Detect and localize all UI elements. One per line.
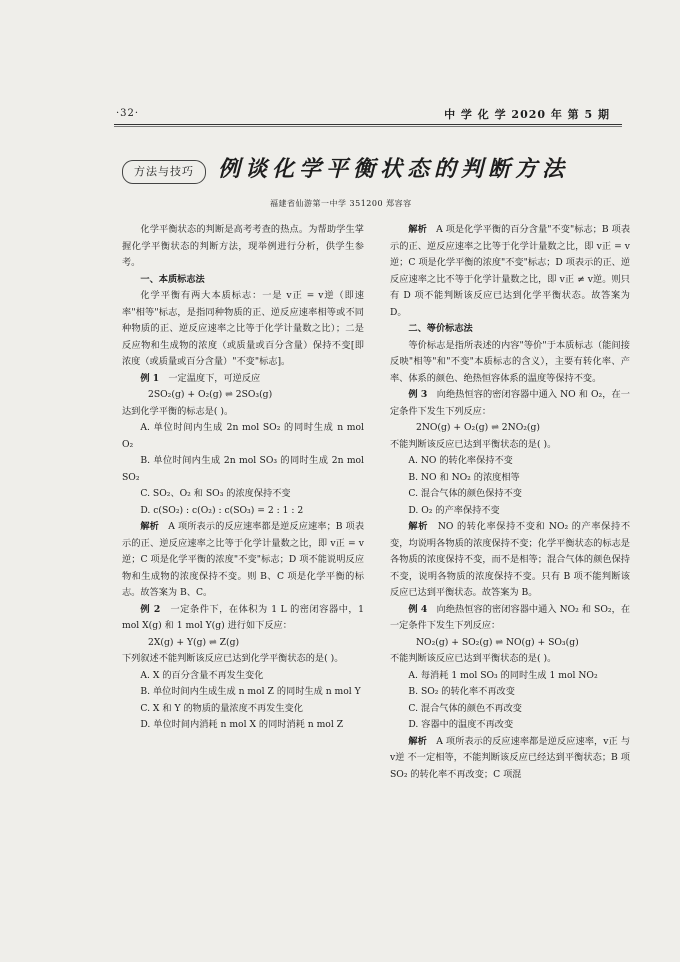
option-c: C. 混合气体的颜色不再改变 bbox=[408, 702, 522, 714]
option-d: D. 容器中的温度不再改变 bbox=[408, 719, 514, 730]
analysis-2 bbox=[390, 222, 630, 321]
option-b: B. 单位时间内生成生成 n mol Z 的同时生成 n mol Y bbox=[140, 686, 361, 697]
analysis-text: A 项所表示的反应速率都是逆反应速率，v正 与 v逆 不一定相等，不能判断该反应已经达到平衡状态；B 项 SO₂ 的转化率不再改变；C 项混 bbox=[390, 735, 631, 780]
header-rule-thin bbox=[114, 126, 622, 127]
question: 不能判断该反应已达到平衡状态的是( )。 bbox=[390, 653, 557, 664]
journal-header: 中 学 化 学 2020 年 第 5 期 bbox=[444, 108, 610, 121]
analysis-label: 解析 bbox=[408, 735, 427, 747]
column-tag: 方法与技巧 bbox=[122, 160, 206, 184]
option-b: B. 单位时间内生成 2n mol SO₃ 的同时生成 2n mol SO₂ bbox=[122, 455, 364, 483]
example-label: 例 3 bbox=[408, 389, 428, 400]
option-a: A. X 的百分含量不再发生变化 bbox=[140, 669, 264, 681]
option-c: C. 混合气体的颜色保持不变 bbox=[408, 488, 522, 499]
analysis-3 bbox=[390, 519, 630, 602]
analysis-label: 解析 bbox=[408, 224, 427, 235]
example-4 bbox=[390, 602, 630, 635]
analysis-text: A 项是化学平衡的百分含量"不变"标志；B 项表示的正、逆反应速率之比等于化学计量数之比，即 v正 = v逆；C 项是化学平衡的浓度"不变"标志；D 项表示的正、逆反应速率之比不等于化学计量数之比，即 v正 ≠ v逆。则只有 D 项不能判断该反应已达到化学平衡状态。故答案为 D。 bbox=[390, 224, 631, 318]
option-d: D. c(SO₂) : c(O₂) : c(SO₃) = 2 : 1 : 2 bbox=[140, 504, 304, 516]
option-d: D. 单位时间内消耗 n mol X 的同时消耗 n mol Z bbox=[140, 719, 344, 730]
option-c: C. X 和 Y 的物质的量浓度不再发生变化 bbox=[140, 702, 303, 714]
example-text: 向绝热恒容的密闭容器中通入 NO 和 O₂，在一定条件下发生下列反应： bbox=[390, 389, 630, 417]
analysis-text: NO 的转化率保持不变和 NO₂ 的产率保持不变，均说明各物质的浓度保持不变；化学平衡状态的标志是各物质的浓度保持不变，而不是相等；混合气体的颜色保持不变，说明各物质的浓度保持不变。只有 B 项不能判断该反应已达到平衡状态。故答案为 B。 bbox=[390, 521, 631, 598]
analysis-label: 解析 bbox=[140, 521, 159, 532]
option-a: A. 单位时间内生成 2n mol SO₂ 的同时生成 n mol O₂ bbox=[122, 422, 364, 450]
analysis-label: 解析 bbox=[408, 521, 429, 532]
right-column bbox=[390, 222, 630, 783]
analysis-text: A 项所表示的反应速率都是逆反应速率；B 项表示的正、逆反应速率之比等于化学计量数之比，即 v正 = v逆；C 项是化学平衡的浓度"不变"标志；D 项不能说明反应物和生成物的浓度保持不变。则 B、C 项是化学平衡的标志。故答案为 B、C。 bbox=[122, 521, 365, 598]
example-label: 例 4 bbox=[408, 603, 428, 615]
option-a: A. NO 的转化率保持不变 bbox=[408, 455, 513, 466]
equation: NO₂(g) + SO₂(g) ⇌ NO(g) + SO₃(g) bbox=[416, 636, 579, 648]
body-paragraph: 化学平衡有两大本质标志：一是 v正 = v逆（即速率"相等"标志，是指同种物质的正、逆反应速率相等或不同种物质的正、逆反应速率之比等于化学计量数之比）；二是反应物和生成物的浓度（或质量或百分含量）保持不变[即浓度（或质量或百分含量）"不变"标志]。 bbox=[122, 290, 364, 367]
equation: 2SO₂(g) + O₂(g) ⇌ 2SO₃(g) bbox=[148, 389, 273, 400]
option-d: D. O₂ 的产率保持不变 bbox=[408, 504, 500, 516]
author-line: 福建省仙游第一中学 351200 郑容容 bbox=[270, 199, 412, 208]
body-paragraph: 等价标志是指所表述的内容"等价"于本质标志（能间接反映"相等"和"不变"本质标志的含义），主要有转化率、产率、体系的颜色、绝热恒容体系的温度等保持不变。 bbox=[390, 339, 630, 384]
option-a: A. 每消耗 1 mol SO₃ 的同时生成 1 mol NO₂ bbox=[408, 669, 598, 681]
section-heading-2: 二、等价标志法 bbox=[408, 323, 473, 334]
analysis-1 bbox=[122, 519, 364, 602]
example-label: 例 1 bbox=[140, 372, 160, 384]
page-number: ·32· bbox=[116, 108, 140, 119]
example-3 bbox=[390, 387, 630, 420]
example-1 bbox=[122, 371, 364, 388]
option-b: B. SO₂ 的转化率不再改变 bbox=[408, 686, 515, 697]
example-2 bbox=[122, 602, 364, 635]
option-b: B. NO 和 NO₂ 的浓度相等 bbox=[408, 471, 520, 483]
equation: 2X(g) + Y(g) ⇌ Z(g) bbox=[148, 636, 240, 648]
equation: 2NO(g) + O₂(g) ⇌ 2NO₂(g) bbox=[416, 422, 540, 433]
section-heading-1: 一、本质标志法 bbox=[140, 273, 205, 285]
question: 下列叙述不能判断该反应已达到化学平衡状态的是( )。 bbox=[122, 653, 344, 664]
example-label: 例 2 bbox=[140, 603, 161, 615]
example-text: 一定温度下，可逆反应 bbox=[168, 372, 261, 384]
intro-paragraph: 化学平衡状态的判断是高考考查的热点。为帮助学生掌握化学平衡状态的判断方法，现举例进行分析，供学生参考。 bbox=[122, 224, 364, 268]
example-text: 一定条件下，在体积为 1 L 的密闭容器中，1 mol X(g) 和 1 mol Y(g) 进行如下反应： bbox=[122, 603, 364, 631]
left-column bbox=[122, 222, 364, 734]
article-title: 例谈化学平衡状态的判断方法 bbox=[218, 156, 570, 182]
analysis-4 bbox=[390, 734, 630, 784]
question: 达到化学平衡的标志是( )。 bbox=[122, 405, 234, 417]
header-rule bbox=[114, 124, 622, 125]
option-c: C. SO₂、O₂ 和 SO₃ 的浓度保持不变 bbox=[140, 488, 291, 499]
question: 不能判断该反应已达到平衡状态的是( )。 bbox=[390, 438, 557, 450]
example-text: 向绝热恒容的密闭容器中通入 NO₂ 和 SO₂，在一定条件下发生下列反应： bbox=[390, 603, 631, 631]
